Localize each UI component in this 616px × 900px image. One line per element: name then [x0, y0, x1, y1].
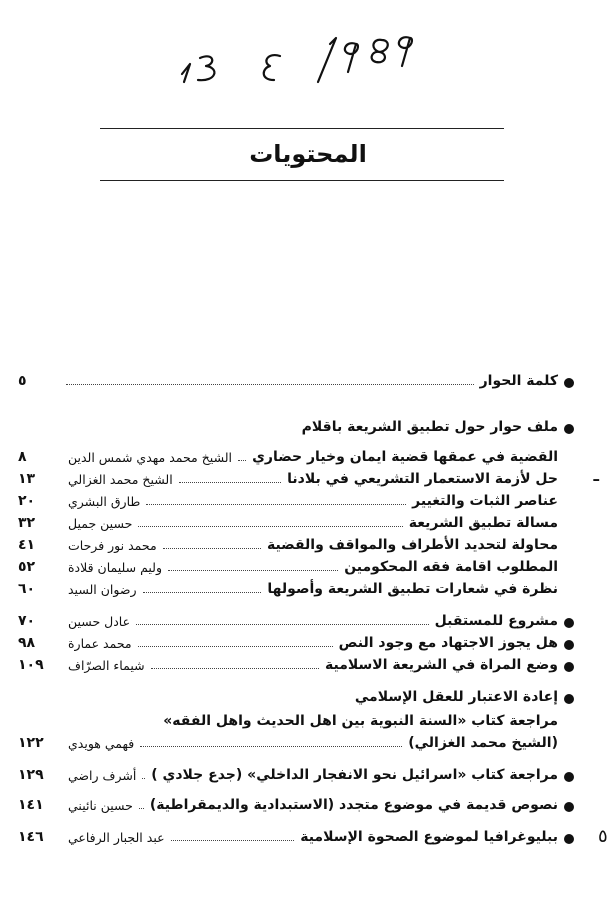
entry-author: محمد عمارة: [68, 636, 132, 651]
entry-author: حسين جميل: [68, 516, 133, 531]
entry-page-number: ١٢٩: [18, 767, 44, 783]
toc-entry: [18, 796, 604, 818]
entry-title: إعادة الاعتبار للعقل الإسلامي: [354, 689, 558, 705]
entry-title: مراجعة كتاب «السنة النبوية بين اهل الحديث واهل الفقه»: [163, 713, 558, 729]
dot-leader: [179, 482, 281, 483]
toc-entry: [18, 766, 604, 788]
dot-leader: [136, 624, 429, 625]
bullet-icon: [564, 802, 574, 812]
entry-page-number: ١٣: [18, 471, 36, 487]
entry-page-number: ٥: [18, 373, 27, 389]
dot-leader: [140, 746, 402, 747]
dot-leader: [238, 460, 246, 461]
page-title: المحتويات: [249, 140, 367, 168]
dot-leader: [138, 526, 403, 527]
toc-entry: [18, 470, 604, 492]
entry-page-number: ٦٠: [18, 581, 36, 597]
bullet-icon: [564, 834, 574, 844]
entry-title: مشروع للمستقبل: [434, 613, 558, 629]
entry-page-number: ٧٠: [18, 613, 36, 629]
toc-entry: [18, 828, 604, 850]
entry-title: المطلوب اقامة فقه المحكومين: [344, 559, 558, 575]
toc-entry: [18, 372, 604, 394]
entry-author: فهمي هويدي: [68, 736, 135, 751]
toc-entry: [18, 448, 604, 470]
entry-dash: –: [592, 470, 600, 488]
entry-title: ببليوغرافيا لموضوع الصحوة الإسلامية: [300, 829, 558, 845]
entry-page-number: ٣٢: [18, 515, 36, 531]
entry-title: وضع المراة في الشريعة الاسلامية: [325, 657, 558, 673]
dot-leader: [171, 840, 294, 841]
bullet-icon: [564, 694, 574, 704]
toc-entry: [18, 656, 604, 678]
dot-leader: [143, 592, 261, 593]
bullet-icon: [564, 378, 574, 388]
bullet-icon: [564, 772, 574, 782]
entry-title: مسالة تطبيق الشريعة: [408, 515, 558, 531]
entry-title: نصوص قديمة في موضوع متجدد (الاستبدادية والديمقراطية): [149, 797, 558, 813]
entry-page-number: ٩٨: [18, 635, 36, 651]
dot-leader: [146, 504, 406, 505]
entry-title: حل لأزمة الاستعمار التشريعي في بلادنا: [287, 471, 558, 487]
entry-author: الشيخ محمد الغزالي: [68, 472, 173, 487]
dot-leader: [142, 778, 145, 779]
entry-title: القضية في عمقها قضية ايمان وخيار حضاري: [252, 449, 558, 465]
dot-leader: [151, 668, 319, 669]
entry-title: نظرة في شعارات تطبيق الشريعة وأصولها: [267, 581, 558, 597]
entry-author: عادل حسين: [68, 614, 131, 629]
dot-leader: [163, 548, 261, 549]
toc-entry: [18, 580, 604, 602]
entry-page-number: ٥٢: [18, 559, 36, 575]
toc-entry: [18, 558, 604, 580]
entry-author: حسين نائيني: [68, 798, 133, 813]
entry-page-number: ١٢٢: [18, 735, 44, 751]
bullet-icon: [564, 640, 574, 650]
entry-title: عناصر الثبات والتغيير: [412, 493, 558, 509]
entry-author: شيماء الصرّاف: [68, 658, 145, 673]
dot-leader: [66, 384, 474, 385]
entry-title: محاولة لتحديد الأطراف والمواقف والقضية: [266, 537, 558, 553]
entry-author: طارق البشري: [68, 494, 141, 509]
toc-entry: [18, 514, 604, 536]
entry-author: وليم سليمان قلادة: [68, 560, 163, 575]
toc-entry: [18, 418, 604, 440]
entry-page-number: ٤١: [18, 537, 36, 553]
dot-leader: [138, 646, 333, 647]
entry-title: (الشيخ محمد الغزالي): [408, 735, 558, 751]
entry-page-number: ١٤١: [18, 797, 44, 813]
toc-entry: [18, 634, 604, 656]
bullet-icon: [564, 662, 574, 672]
bullet-icon: [564, 424, 574, 434]
toc-entry: [18, 492, 604, 514]
entry-title: كلمة الحوار: [479, 373, 558, 389]
entry-author: محمد نور فرحات: [68, 538, 157, 553]
margin-mark: ٥: [598, 826, 608, 847]
toc-entry: [18, 734, 604, 756]
entry-title: مراجعة كتاب «اسرائيل نحو الانفجار الداخلي» (جدع جلادي ): [151, 767, 558, 783]
entry-page-number: ٨: [18, 449, 27, 465]
entry-author: رضوان السيد: [68, 582, 137, 597]
entry-author: أشرف راضي: [68, 768, 137, 783]
bullet-icon: [564, 618, 574, 628]
toc-entry: [18, 612, 604, 634]
entry-title: هل يجوز الاجتهاد مع وجود النص: [338, 635, 558, 651]
entry-author: الشيخ محمد مهدي شمس الدين: [68, 450, 232, 465]
toc-entry: [18, 536, 604, 558]
entry-page-number: ١٠٩: [18, 657, 44, 673]
toc-entry: [18, 712, 604, 734]
entry-page-number: ١٤٦: [18, 829, 44, 845]
entry-title: ملف حوار حول تطبيق الشريعة باقلام: [301, 419, 558, 435]
entry-author: عبد الجبار الرفاعي: [68, 830, 165, 845]
dot-leader: [168, 570, 338, 571]
toc-entry: [18, 688, 604, 710]
dot-leader: [139, 808, 144, 809]
entry-page-number: ٢٠: [18, 493, 36, 509]
